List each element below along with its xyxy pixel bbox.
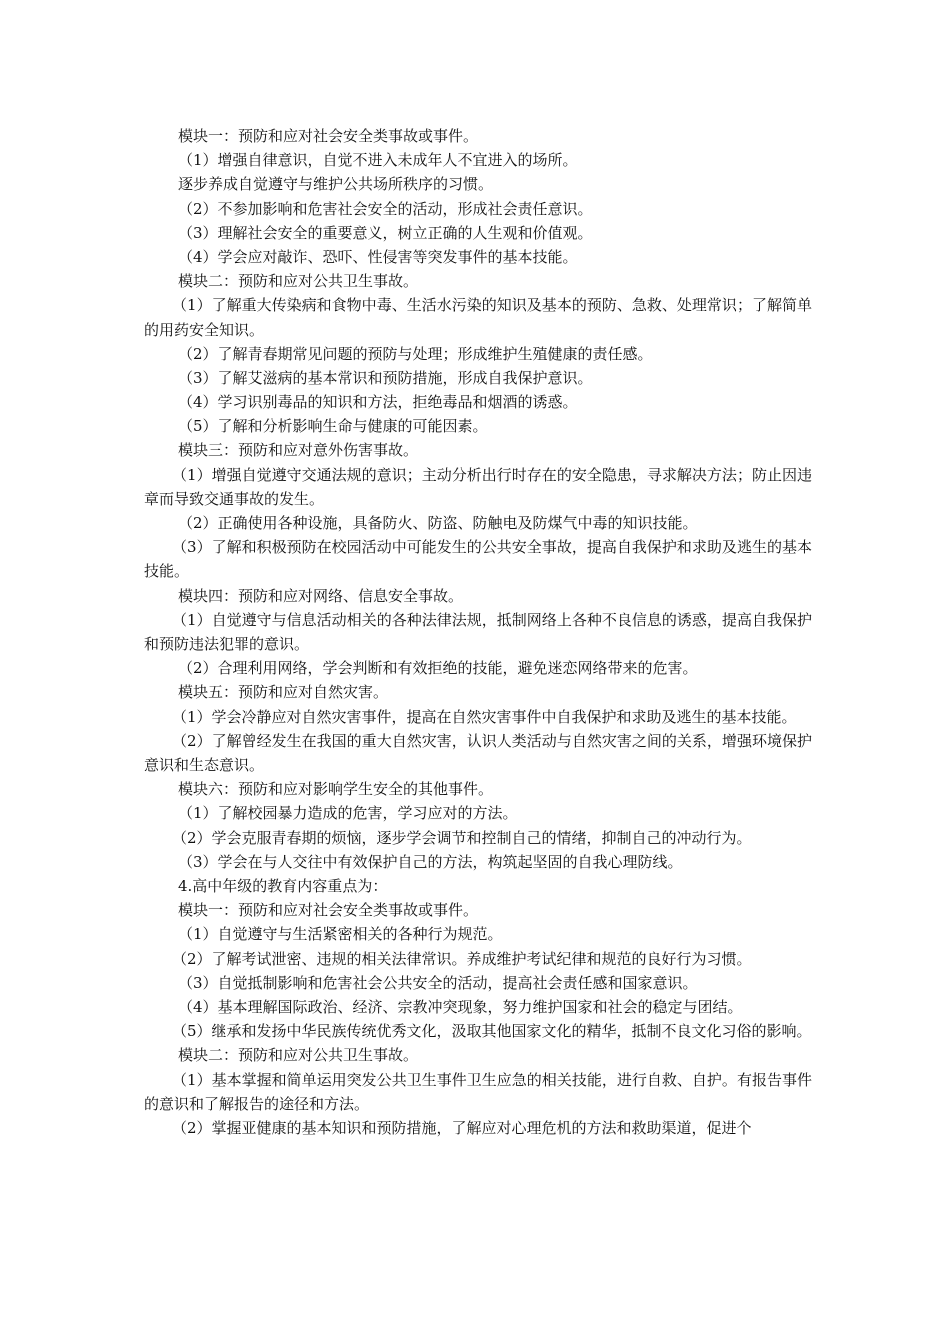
text-line: 4.高中年级的教育内容重点为： (178, 876, 388, 895)
text-line: （1）学会冷静应对自然灾害事件，提高在自然灾害事件中自我保护和求助及逃生的基本技能。 (172, 707, 797, 726)
text-line: （2）了解曾经发生在我国的重大自然灾害，认识人类活动与自然灾害之间的关系，增强环境保护意识和生态意识。 (144, 731, 812, 775)
text-line: （2）掌握亚健康的基本知识和预防措施，了解应对心理危机的方法和救助渠道，促进个 (172, 1118, 752, 1137)
text-line: （1）自觉遵守与生活紧密相关的各种行为规范。 (178, 925, 503, 944)
text-line: （2）学会克服青春期的烦恼，逐步学会调节和控制自己的情绪，抑制自己的冲动行为。 (172, 828, 752, 847)
text-line: （2）了解考试泄密、违规的相关法律常识。养成维护考试纪律和规范的良好行为习惯。 (172, 949, 752, 968)
text-line: 模块一：预防和应对社会安全类事故或事件。 (178, 901, 479, 920)
text-line: （2）正确使用各种设施，具备防火、防盗、防触电及防煤气中毒的知识技能。 (178, 514, 698, 533)
text-line: （2）了解青春期常见问题的预防与处理；形成维护生殖健康的责任感。 (178, 344, 653, 363)
text-line: （5）继承和发扬中华民族传统优秀文化，汲取其他国家文化的精华，抵制不良文化习俗的影响。 (172, 1022, 812, 1041)
text-line: （3）自觉抵制影响和危害社会公共安全的活动，提高社会责任感和国家意识。 (178, 973, 698, 992)
text-line: （2）合理利用网络，学会判断和有效拒绝的技能，避免迷恋网络带来的危害。 (178, 659, 698, 678)
text-line: （5）了解和分析影响生命与健康的可能因素。 (178, 417, 488, 436)
text-line: （3）了解艾滋病的基本常识和预防措施，形成自我保护意识。 (178, 368, 593, 387)
text-line: 模块五：预防和应对自然灾害。 (178, 683, 389, 702)
text-line: （1）基本掌握和简单运用突发公共卫生事件卫生应急的相关技能，进行自救、自护。有报告事件的意识和了解报告的途径和方法。 (144, 1070, 812, 1113)
text-line: 模块四：预防和应对网络、信息安全事故。 (178, 586, 464, 605)
text-line: （4）基本理解国际政治、经济、宗教冲突现象，努力维护国家和社会的稳定与团结。 (178, 997, 743, 1016)
text-line: 模块一：预防和应对社会安全类事故或事件。 (178, 127, 479, 145)
text-line: （1）自觉遵守与信息活动相关的各种法律法规，抵制网络上各种不良信息的诱惑，提高自我保护和预防违法犯罪的意识。 (144, 610, 812, 654)
text-line: （2）不参加影响和危害社会安全的活动，形成社会责任意识。 (178, 199, 593, 218)
text-line: （3）了解和积极预防在校园活动中可能发生的公共安全事故，提高自我保护和求助及逃生的基本技能。 (144, 538, 812, 581)
text-line: （3）学会在与人交往中有效保护自己的方法，构筑起坚固的自我心理防线。 (178, 852, 683, 871)
text-line: （4）学习识别毒品的知识和方法，拒绝毒品和烟酒的诱惑。 (178, 393, 578, 412)
text-line: （4）学会应对敲诈、恐吓、性侵害等突发事件的基本技能。 (178, 247, 578, 266)
text-line: 逐步养成自觉遵守与维护公共场所秩序的习惯。 (178, 175, 494, 194)
document-body (144, 124, 812, 1140)
text-line: （3）理解社会安全的重要意义，树立正确的人生观和价值观。 (178, 223, 593, 242)
text-line: 模块三：预防和应对意外伤害事故。 (178, 441, 419, 460)
text-line: （1）了解校园暴力造成的危害，学习应对的方法。 (178, 804, 518, 823)
text-line: （1）增强自觉遵守交通法规的意识；主动分析出行时存在的安全隐患，寻求解决方法；防止因违章而导致交通事故的发生。 (144, 465, 812, 508)
text-line: 模块六：预防和应对影响学生安全的其他事件。 (178, 780, 494, 799)
text-line: 模块二：预防和应对公共卫生事故。 (178, 1046, 419, 1065)
text-line: （1）了解重大传染病和食物中毒、生活水污染的知识及基本的预防、急救、处理常识；了解简单的用药安全知识。 (144, 296, 812, 339)
text-line: （1）增强自律意识，自觉不进入未成年人不宜进入的场所。 (178, 151, 578, 170)
text-line: 模块二：预防和应对公共卫生事故。 (178, 272, 419, 291)
